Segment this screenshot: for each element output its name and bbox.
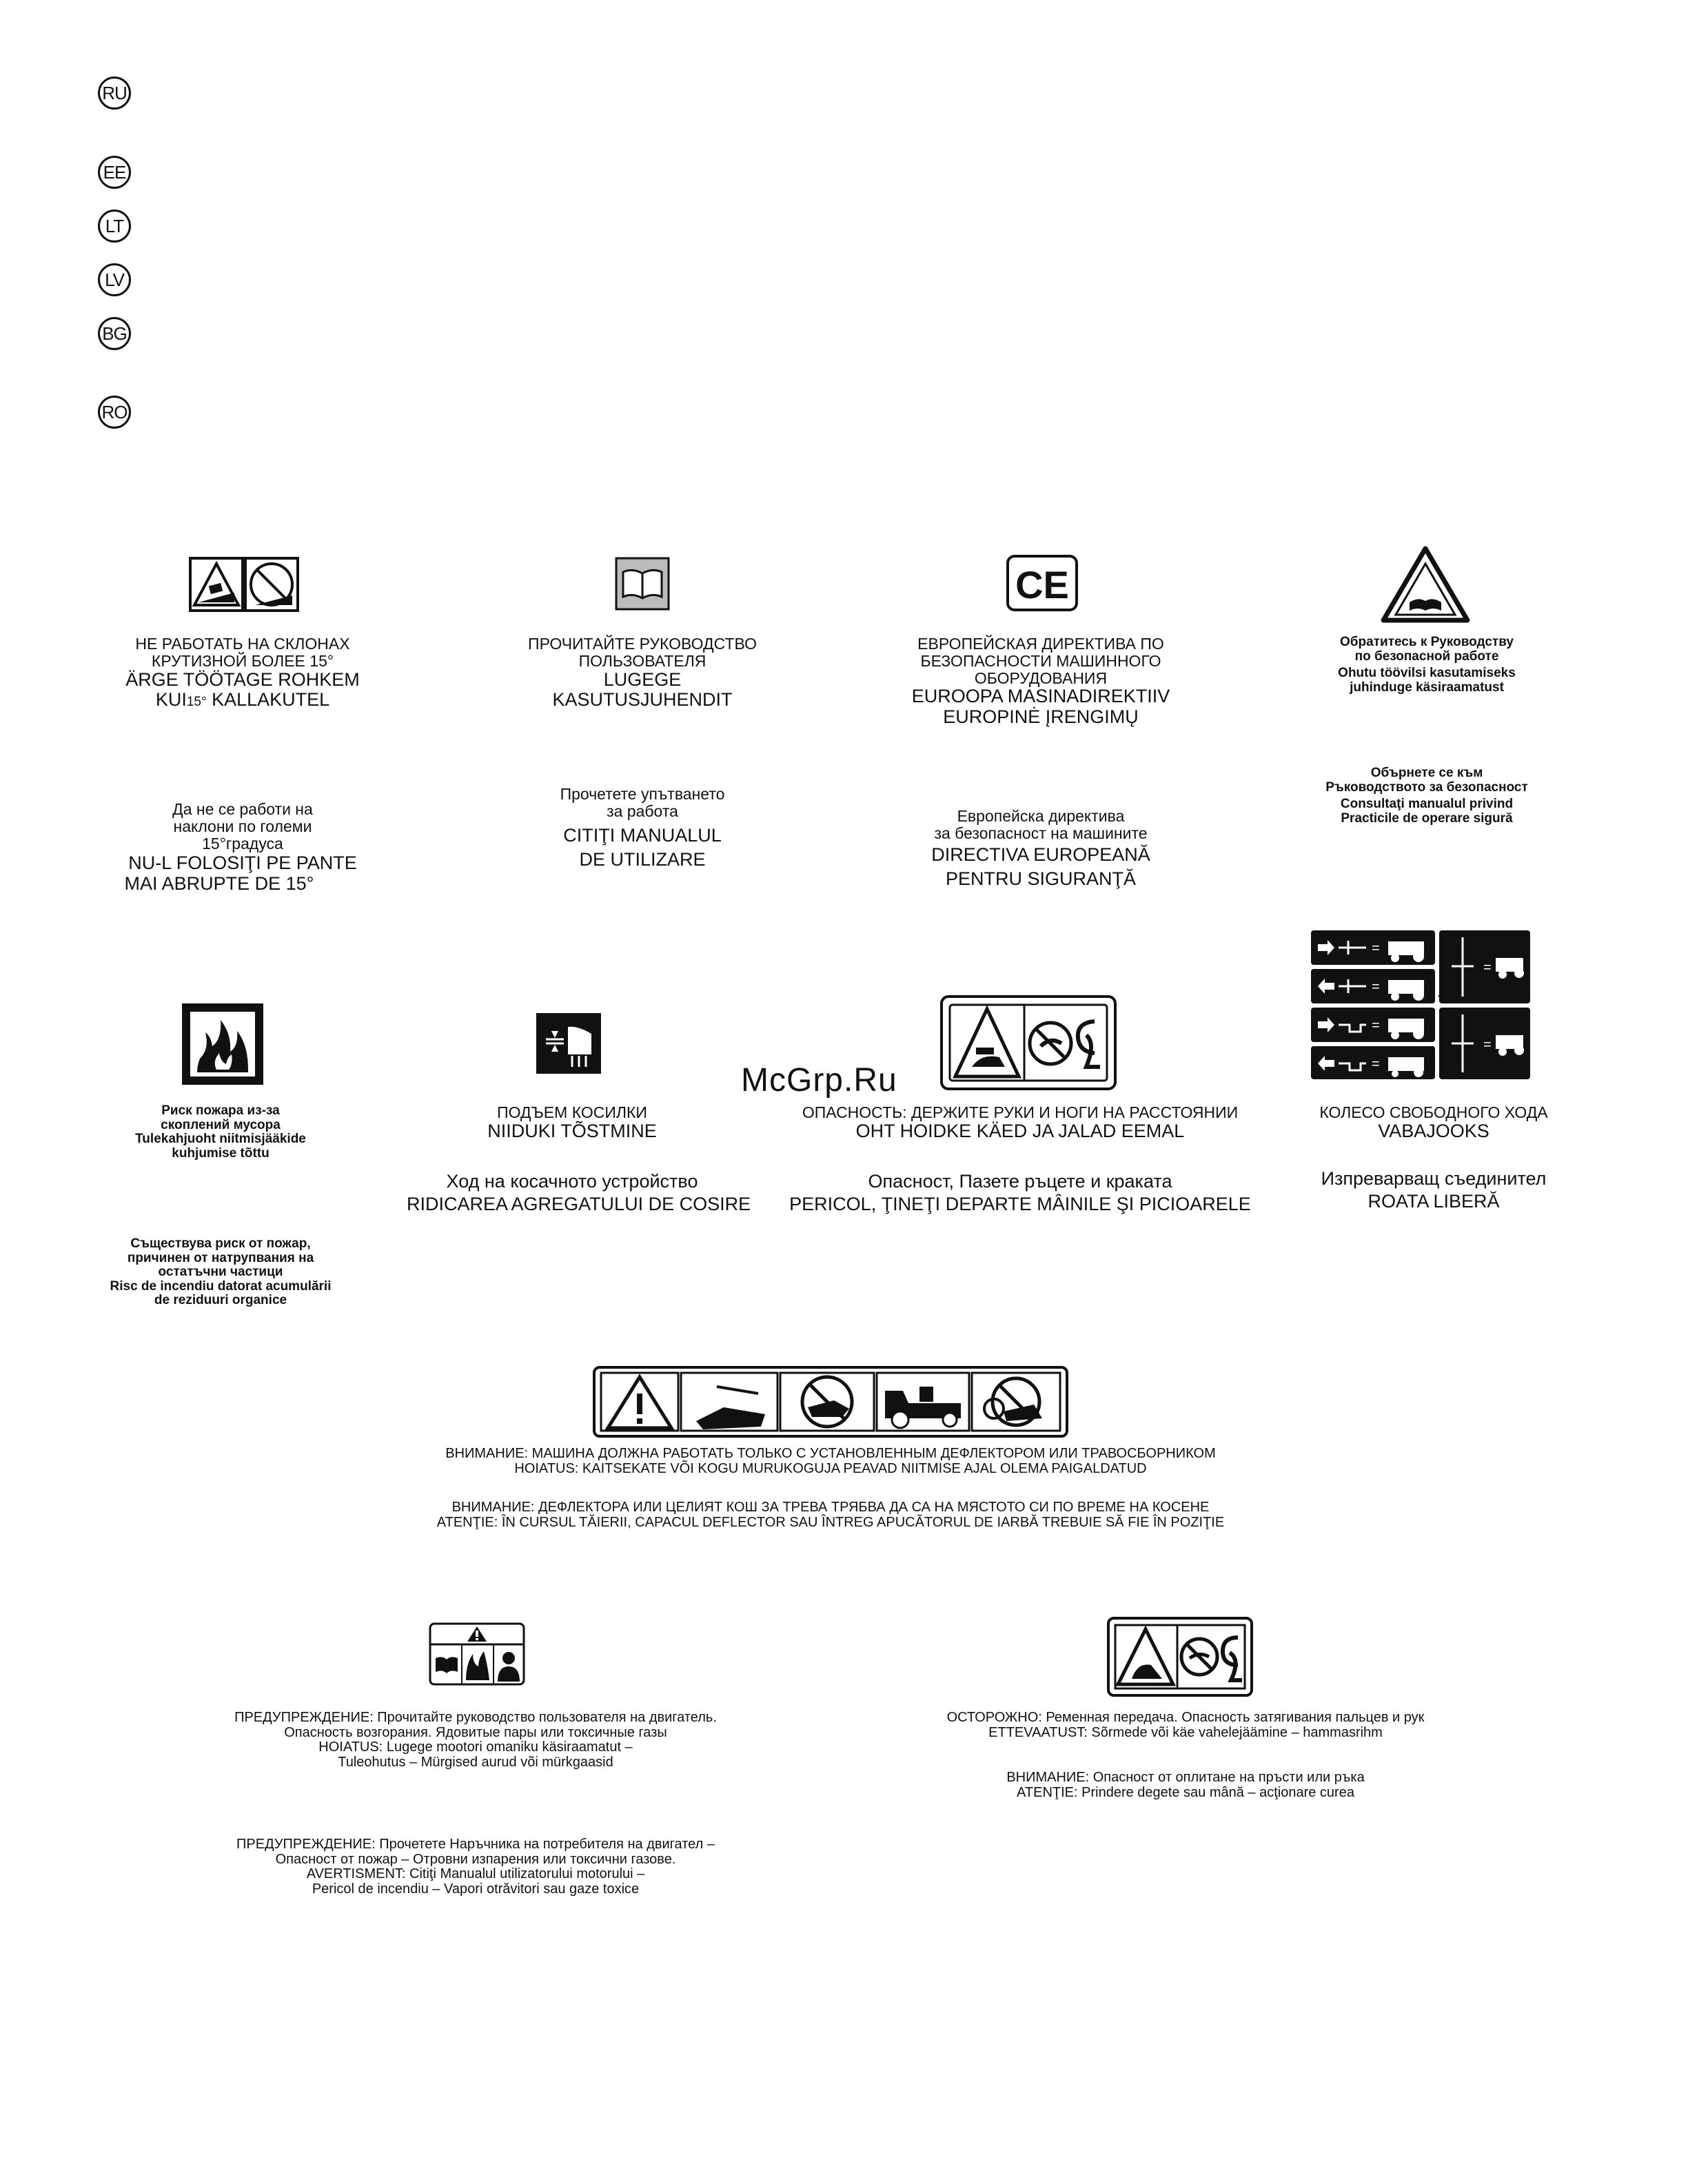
safety-manual-caption [1282, 635, 1572, 695]
slope-ru-line1: НЕ РАБОТАТЬ НА СКЛОНАХ [135, 635, 350, 653]
engine-bg-line1: ПРЕДУПРЕЖДЕНИЕ: Прочетете Наръчника на потребителя на двигател – [236, 1837, 715, 1852]
hands-ro-line: PERICOL, ŢINEŢI DEPARTE MÂINILE ŞI PICIOARELE [789, 1194, 1251, 1215]
engine-ee-line2: Tuleohutus – Mürgised aurud või mürkgaasid [338, 1754, 613, 1770]
slope-warning-icon [189, 557, 299, 612]
engine-ru-line2: Опасность возгорания. Ядовитые пары или токсичные газы [284, 1724, 667, 1740]
ce-mark-icon [1006, 555, 1078, 611]
safety-ru-line2: по безопасной работе [1354, 649, 1499, 664]
deflector-warning-strip-icon [593, 1366, 1068, 1438]
engine-caption-bg-ro [165, 1837, 786, 1897]
svg-text:=: = [1372, 979, 1380, 994]
language-badge-lv: LV [98, 263, 131, 296]
book-manual-icon [615, 557, 670, 611]
manual-bg-line2: за работа [607, 802, 678, 820]
safety-ee-line1: Ohutu töövilsi kasutamiseks [1338, 666, 1516, 681]
manual-caption-bg-ro [505, 786, 780, 870]
slope-ro-line2: MAI ABRUPTE DE 15° [124, 872, 314, 894]
fire-bg-line2: причинен от натрупвания на [127, 1250, 314, 1265]
hands-ee-line: OHT HOIDKE KÄED JA JALAD EEMAL [855, 1120, 1185, 1141]
lift-ee-line: NIIDUKI TÕSTMINE [487, 1120, 657, 1141]
slope-ro-line1: NU-L FOLOSIŢI PE PANTE [128, 853, 357, 874]
manual-ru-line2: ПОЛЬЗОВАТЕЛЯ [578, 651, 706, 670]
svg-text:=: = [1372, 941, 1380, 956]
engine-ro-line2: Pericol de incendiu – Vapori otrăvitori sau gaze toxice [312, 1881, 640, 1897]
lift-ru-line: ПОДЪЕМ КОСИЛКИ [497, 1103, 647, 1121]
manual-ro-line2: DE UTILIZARE [579, 848, 706, 870]
manual-ro-line1: CITIŢI MANUALUL [563, 824, 722, 846]
belt-caption [855, 1711, 1516, 1800]
deflector-caption [303, 1447, 1358, 1530]
ce-caption-bg-ro [889, 808, 1192, 889]
engine-bg-line2: Опасност от пожар – Отровни изпарения или токсични газове. [275, 1851, 676, 1867]
deflector-ru-line: ВНИМАНИЕ: МАШИНА ДОЛЖНА РАБОТАТЬ ТОЛЬКО С УСТАНОВЛЕННЫМ ДЕФЛЕКТОРОМ ИЛИ ТРАВОСБОРНИКОМ [445, 1446, 1216, 1461]
ce-bg-line1: Европейска директива [957, 807, 1125, 825]
freewheel-caption [1282, 1104, 1585, 1212]
lift-ro-line: RIDICAREA AGREGATULUI DE COSIRE [407, 1194, 751, 1215]
manual-ru-line1: ПРОЧИТАЙТЕ РУКОВОДСТВО [528, 635, 757, 653]
fire-ro-line2: de reziduuri organice [154, 1293, 287, 1308]
freewheel-ee-line: VABAJOOKS [1378, 1120, 1489, 1141]
fire-ru-line2: скоплений мусора [161, 1117, 281, 1132]
lift-caption [407, 1103, 751, 1215]
engine-ru-line1: ПРЕДУПРЕЖДЕНИЕ: Прочитайте руководство пользователя на двигатель. [234, 1710, 717, 1725]
manual-ee-line1: LUGEGE [603, 669, 682, 690]
svg-text:=: = [1372, 1057, 1380, 1072]
freewheel-instruction-icon [1311, 930, 1530, 1079]
language-badge-ru: RU [98, 76, 131, 110]
slope-caption-bg-ro [105, 801, 380, 894]
slope-ee-line1: ÄRGE TÖÖTAGE ROHKEM [125, 669, 360, 690]
ce-lt-line: EUROPINĖ ĮRENGIMŲ [943, 706, 1139, 727]
ce-bg-line2: за безопасност на машините [934, 824, 1148, 842]
manual-ee-line2: KASUTUSJUHENDIT [552, 688, 733, 710]
deflector-bg-line: ВНИМАНИЕ: ДЕФЛЕКТОРА ИЛИ ЦЕЛИЯТ КОШ ЗА ТРЕВА ТРЯБВА ДА СА НА МЯСТОТО СИ ПО ВРЕМЕ НА КОСЕНЕ [451, 1500, 1210, 1515]
ce-ru-line2: БЕЗОПАСНОСТИ МАШИННОГО [920, 651, 1161, 670]
belt-ru-line: ОСТОРОЖНО: Ременная передача. Опасность затягивания пальцев и рук [946, 1710, 1425, 1725]
svg-text:CE: CE [1015, 563, 1069, 606]
slope-ee-line2: KUI15° KALLAKUTEL [155, 688, 330, 710]
fire-ee-line1: Tulekahjuoht niitmisjääkide [135, 1132, 306, 1147]
engine-ee-line1: HOIATUS: Lugege mootori omaniku käsiraamatut – [318, 1739, 633, 1755]
slope-bg-line2: наклони по големи [173, 817, 312, 835]
language-badge-ee: EE [98, 156, 131, 189]
svg-text:=: = [1483, 1037, 1492, 1052]
belt-bg-line: ВНИМАНИЕ: Опасност от оплитане на пръсти или ръка [1006, 1770, 1365, 1786]
belt-drive-warning-icon [1107, 1617, 1253, 1697]
fire-bg-line1: Съществува риск от пожар, [130, 1236, 311, 1251]
mower-lift-icon [536, 1013, 601, 1074]
language-badge-bg: BG [98, 317, 131, 350]
safety-manual-warning-icon [1381, 546, 1470, 623]
hands-caption [779, 1104, 1261, 1214]
deflector-ee-line: HOIATUS: KAITSEKATE VÕI KOGU MURUKOGUJA PEAVAD NIITMISE AJAL OLEMA PAIGALDATUD [514, 1460, 1147, 1476]
ce-ru-line3: ОБОРУДОВАНИЯ [974, 669, 1108, 687]
engine-ro-line1: AVERTISMENT: Citiţi Manualul utilizatorului motorului – [306, 1866, 645, 1882]
ce-ro-line1: DIRECTIVA EUROPEANĂ [931, 844, 1150, 865]
engine-caption [165, 1711, 786, 1770]
freewheel-ru-line: КОЛЕСО СВОБОДНОГО ХОДА [1319, 1103, 1548, 1121]
belt-ee-line: ETTEVAATUST: Sõrmede või käe vahelejäämine – hammasrihm [988, 1724, 1383, 1740]
slope-bg-line3: 15°градуса [202, 834, 283, 853]
ce-ro-line2: PENTRU SIGURANŢĂ [945, 868, 1137, 889]
engine-warning-icon [429, 1622, 525, 1686]
safety-ee-line2: juhinduge käsiraamatust [1350, 680, 1504, 695]
fire-caption [83, 1104, 358, 1161]
safety-bg-line2: Ръководството за безопасност [1325, 779, 1528, 795]
hands-feet-danger-icon [940, 995, 1117, 1090]
fire-hazard-icon [182, 1003, 263, 1085]
fire-ee-line2: kuhjumise tõttu [172, 1145, 270, 1161]
safety-ro-line2: Practicile de operare sigură [1341, 810, 1513, 826]
fire-caption-bg-ro [83, 1237, 358, 1308]
hands-ru-line: ОПАСНОСТЬ: ДЕРЖИТЕ РУКИ И НОГИ НА РАССТОЯНИИ [802, 1103, 1239, 1121]
freewheel-ro-line: ROATA LIBERĂ [1367, 1191, 1500, 1212]
slope-bg-line1: Да не се работи на [172, 800, 313, 818]
ce-ee-line: EUROOPA MASINADIREKTIIV [911, 686, 1170, 707]
lift-bg-line: Ход на косачното устройство [446, 1170, 698, 1192]
fire-ru-line1: Риск пожара из-за [161, 1103, 280, 1118]
svg-text:=: = [1372, 1018, 1380, 1033]
hands-bg-line: Опасност, Пазете ръцете и краката [868, 1170, 1172, 1192]
slope-caption [105, 635, 380, 710]
ce-ru-line1: ЕВРОПЕЙСКАЯ ДИРЕКТИВА ПО [917, 635, 1164, 653]
language-badge-lt: LT [98, 210, 131, 243]
freewheel-bg-line: Изпреварващ съединител [1321, 1167, 1547, 1189]
safety-manual-caption-bg-ro [1282, 766, 1572, 826]
manual-bg-line1: Прочетете упътването [560, 785, 725, 803]
safety-ru-line1: Обратитесь к Руководству [1340, 635, 1514, 649]
belt-ro-line: ATENŢIE: Prindere degete sau mână – acţionare curea [1017, 1784, 1354, 1800]
deflector-ro-line: ATENŢIE: ÎN CURSUL TĂIERII, CAPACUL DEFLECTOR SAU ÎNTREG APUCĂTORUL DE IARBĂ TREBUIE SĂ FIE ÎN POZIŢIE [436, 1514, 1225, 1530]
safety-ro-line1: Consultaţi manualul privind [1340, 797, 1514, 812]
language-badge-ro: RO [98, 396, 131, 429]
svg-text:=: = [1483, 960, 1492, 975]
ce-caption [889, 635, 1192, 727]
fire-bg-line3: остатъчни частици [158, 1265, 283, 1280]
safety-bg-line1: Обърнете се към [1370, 766, 1483, 780]
watermark: McGrp.Ru [741, 1062, 897, 1099]
slope-ru-line2: КРУТИЗНОЙ БОЛЕЕ 15° [151, 651, 334, 670]
manual-caption [505, 635, 780, 710]
fire-ro-line1: Risc de incendiu datorat acumulării [110, 1278, 332, 1294]
